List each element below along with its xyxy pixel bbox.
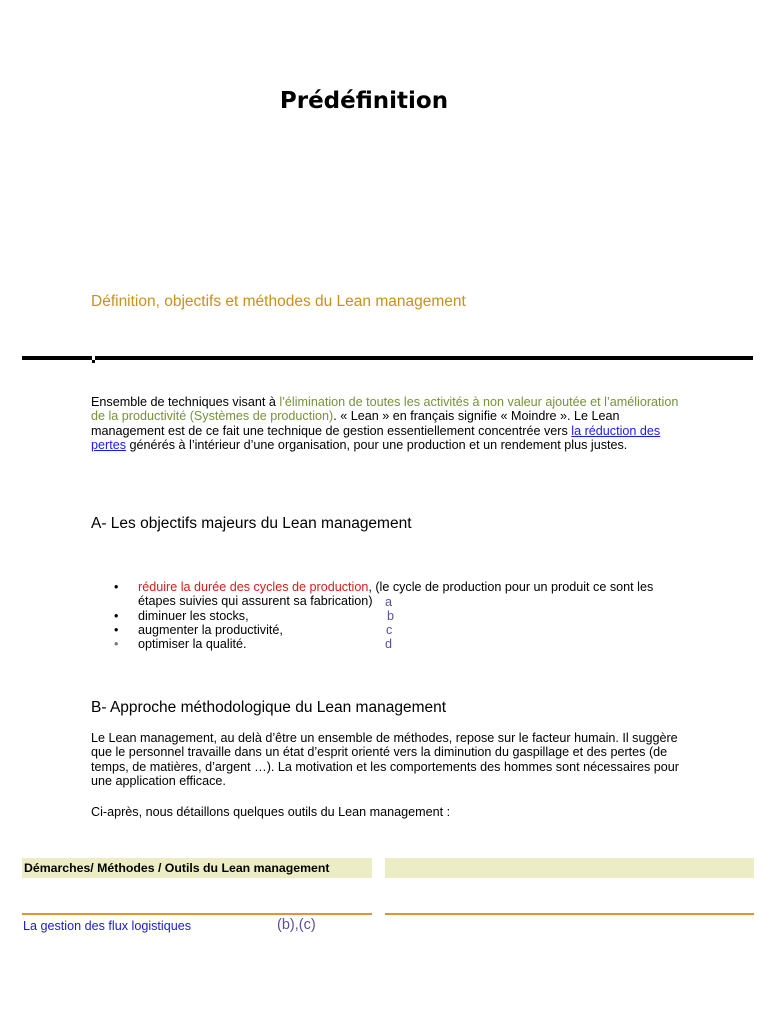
table-divider [385,913,754,915]
intro-text-2: . « Lean » en français signifie « Moindre ». Le Lean management est de ce fait une technique de gestion essentiellement concentrée vers [91,409,620,438]
table-row-refs: (b),(c) [277,917,316,933]
objective-text: , (le cycle de production pour un produit ce sont les étapes suivies qui assurent sa fabrication) [138,580,654,609]
list-item [114,609,694,623]
objectives-list [114,580,694,651]
section-subtitle: Définition, objectifs et méthodes du Lean management [91,293,466,310]
bullet-icon: • [114,608,119,623]
objective-letter: d [385,637,393,651]
section-b-heading: B- Approche méthodologique du Lean management [91,699,447,716]
method-paragraph: Le Lean management, au delà d’être un ensemble de méthodes, repose sur le facteur humain. Il suggère que le personnel travaille dans un état d’esprit orienté vers la diminution du gaspillage et des pertes (de temps, de matières, d’argent …). La motivation et les comportements des hommes sont nécessaires pour une application efficace. [91,731,679,788]
objective-highlight: réduire la durée des cycles de production [138,580,369,594]
pertes-link[interactable]: la réduction des pertes [91,423,661,452]
tools-intro: Ci-après, nous détaillons quelques outils du Lean management : [91,805,451,819]
table-row-label: La gestion des flux logistiques [23,919,192,933]
rule-tick [92,360,95,363]
table-divider [22,913,372,915]
objective-letter: a [385,595,393,609]
intro-highlight: l’élimination de toutes les activités à non valeur ajoutée et l’amélioration de la productivité (Systèmes de production) [91,395,679,424]
list-item [114,623,694,637]
objective-text: augmenter la productivité, [138,622,283,637]
bullet-icon: • [114,580,119,594]
intro-paragraph [91,395,681,452]
page-title: Prédéfinition [279,88,449,114]
objective-text: optimiser la qualité. [138,637,247,652]
table-header: Démarches/ Méthodes / Outils du Lean management [24,861,330,875]
objective-text: diminuer les stocks, [138,608,249,623]
objective-letter: c [386,623,393,637]
objective-letter: b [387,609,395,623]
table-header-cell-empty [385,858,754,878]
bullet-icon: • [114,622,119,637]
list-item [114,637,694,651]
horizontal-rule [22,356,753,360]
list-item [114,580,694,609]
intro-text-3: générés à l’intérieur d’une organisation, pour une production et un rendement plus justes. [126,437,628,452]
bullet-icon: • [114,637,119,652]
intro-text-1: Ensemble de techniques visant à [91,395,280,409]
section-a-heading: A- Les objectifs majeurs du Lean management [91,515,412,532]
